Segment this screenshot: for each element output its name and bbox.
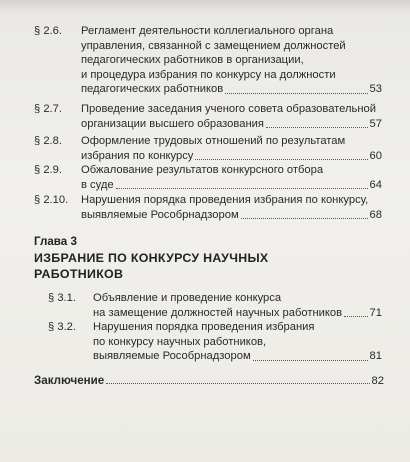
title-line: организации высшего образования xyxy=(81,117,264,130)
page-number: 71 xyxy=(369,306,382,319)
chapter-title-line: ИЗБРАНИЕ ПО КОНКУРСУ НАУЧНЫХ xyxy=(34,251,269,265)
title-last-line xyxy=(81,117,382,132)
title-last-line xyxy=(81,178,382,193)
dot-leader xyxy=(344,315,367,317)
title-line: Нарушения порядка проведения избрания по конкурсу, xyxy=(81,194,369,206)
title-line: по конкурсу научных работников, xyxy=(93,335,267,348)
title-line: педагогических работников в организации, xyxy=(81,54,304,67)
title-line: Объявление и проведение конкурса xyxy=(93,292,282,304)
title-line: выявляемые Рособрнадзором xyxy=(93,350,251,363)
dot-leader xyxy=(253,359,368,361)
title-line: Обжалование результатов конкурсного отбора xyxy=(81,164,324,176)
title-last-line xyxy=(81,149,382,164)
dot-leader xyxy=(241,217,368,219)
section-title xyxy=(81,134,382,163)
dot-leader xyxy=(225,92,367,94)
title-last-line xyxy=(81,208,382,223)
title-last-line xyxy=(93,306,382,321)
chapter-title xyxy=(34,250,268,282)
title-line: Оформление трудовых отношений по результатам xyxy=(81,135,346,147)
title-line: Регламент деятельности коллегиального органа xyxy=(81,25,334,37)
section-number: § 2.8. xyxy=(34,135,62,147)
page-number: 81 xyxy=(369,350,382,363)
page-number: 82 xyxy=(371,375,384,387)
title-line: педагогических работников xyxy=(81,83,224,96)
section-title xyxy=(81,163,382,192)
section-number: § 3.1. xyxy=(48,292,76,304)
page-number: 64 xyxy=(369,178,382,191)
title-line: выявляемые Рособрнадзором xyxy=(81,208,239,221)
title-line: Нарушения порядка проведения избрания xyxy=(93,321,315,333)
dot-leader xyxy=(195,158,367,160)
chapter-label: Глава 3 xyxy=(34,235,77,248)
page-number: 60 xyxy=(369,149,382,162)
section-title xyxy=(81,193,382,222)
dot-leader xyxy=(106,382,369,384)
title-last-line xyxy=(93,349,382,364)
dot-leader xyxy=(116,187,368,189)
page-top-edge xyxy=(0,0,410,14)
title-last-line xyxy=(81,82,382,97)
page-number: 53 xyxy=(369,83,382,96)
section-number: § 2.6. xyxy=(34,25,62,37)
title-line: в суде xyxy=(81,178,114,191)
section-number: § 3.2. xyxy=(48,321,76,333)
page-number: 68 xyxy=(369,208,382,221)
conclusion-label: Заключение xyxy=(34,374,105,387)
title-line: управления, связанной с замещением должностей xyxy=(81,39,346,52)
section-title xyxy=(81,24,382,97)
conclusion-line xyxy=(34,374,384,387)
title-line: избрания по конкурсу xyxy=(81,149,194,162)
section-title xyxy=(93,320,382,364)
section-number: § 2.9. xyxy=(34,164,62,176)
title-line: и процедура избрания по конкурсу на должности xyxy=(81,68,336,81)
title-line: на замещение должностей научных работников xyxy=(93,306,343,319)
toc-entry-conclusion xyxy=(34,374,384,387)
section-number: § 2.7. xyxy=(34,103,62,115)
section-title xyxy=(93,291,382,320)
chapter-title-line: РАБОТНИКОВ xyxy=(34,267,124,281)
section-title xyxy=(81,102,382,131)
page-number: 57 xyxy=(369,117,382,130)
title-line: Проведение заседания ученого совета образовательной xyxy=(81,103,377,115)
section-number: § 2.10. xyxy=(34,194,69,206)
dot-leader xyxy=(266,126,368,128)
